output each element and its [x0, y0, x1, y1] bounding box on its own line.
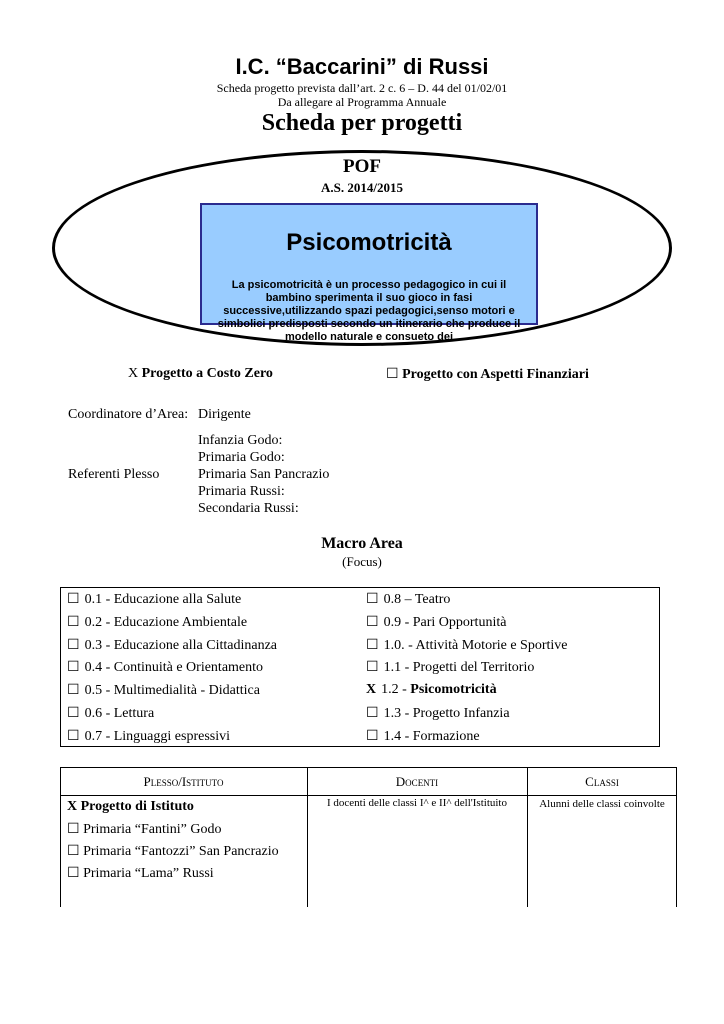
school-title: I.C. “Baccarini” di Russi	[235, 54, 489, 79]
macro-code: 0.1 -	[84, 592, 114, 607]
header-plesso: Plesso/Istituto	[143, 774, 224, 789]
macro-text: Educazione alla Cittadinanza	[113, 637, 277, 653]
plesso-text: Primaria “Lama” Russi	[83, 866, 214, 881]
checkbox-empty-icon: ☐	[386, 367, 399, 382]
cost-zero-option[interactable]	[128, 366, 273, 382]
referent-item: Infanzia Godo:	[198, 433, 283, 448]
docenti-cell: I docenti delle classi I^ e II^ dell'Istituito	[326, 797, 507, 809]
referent-item: Primaria San Pancrazio	[198, 467, 330, 482]
macro-text: Lettura	[113, 705, 155, 721]
macro-area-item[interactable]	[366, 614, 567, 637]
plesso-item[interactable]	[67, 865, 279, 887]
macro-text: Teatro	[414, 592, 451, 607]
macro-code: 0.4 -	[84, 660, 114, 676]
cost-zero-mark: X	[128, 366, 139, 381]
macro-area-item[interactable]	[366, 728, 567, 751]
macro-area-item[interactable]	[366, 591, 567, 614]
classi-cell: Alunni delle classi coinvolte	[539, 798, 665, 810]
macro-right-column	[366, 591, 567, 751]
macro-text: Linguaggi espressivi	[113, 728, 230, 744]
plesso-text: Progetto di Istituto	[80, 799, 194, 814]
referents-list	[198, 432, 329, 517]
macro-code: 0.7 -	[84, 728, 114, 744]
macro-code: 0.9 -	[383, 614, 413, 630]
plesso-cell	[67, 799, 279, 887]
checkbox-empty-icon: ☐	[366, 728, 379, 744]
macro-code: 0.2 -	[84, 614, 114, 630]
macro-area-item[interactable]	[67, 659, 277, 682]
macro-area-item[interactable]	[67, 591, 277, 614]
x-mark: X	[67, 799, 81, 814]
subtitle-attach: Da allegare al Programma Annuale	[277, 95, 447, 109]
coordinator-label: Coordinatore d’Area:	[68, 407, 189, 422]
plesso-table	[60, 767, 677, 907]
referent-item: Secondaria Russi:	[198, 501, 299, 516]
macro-area-item[interactable]	[67, 682, 277, 705]
header-classi: Classi	[585, 774, 619, 789]
macro-area-subtitle: (Focus)	[342, 554, 382, 569]
project-name: Psicomotricità	[286, 229, 452, 256]
cost-financial-label: Progetto con Aspetti Finanziari	[402, 367, 589, 382]
checkbox-empty-icon: ☐	[67, 614, 80, 630]
referents-label: Referenti Plesso	[68, 467, 160, 482]
referent-item: Primaria Russi:	[198, 484, 285, 499]
checkbox-empty-icon: ☐	[67, 728, 80, 744]
project-description: La psicomotricità è un processo pedagogico in cui il bambino sperimenta il suo gioco in fasi successive,utilizzando spazi pedagogici,senso motori e simbolici predisposti secondo un itinerario che produce il modello naturale e consueto dei	[217, 279, 521, 343]
macro-area-item[interactable]	[67, 728, 277, 751]
checkbox-empty-icon: ☐	[366, 592, 379, 607]
header-docenti: Docenti	[395, 774, 439, 789]
macro-area-item[interactable]	[366, 705, 567, 728]
macro-area-item[interactable]	[366, 637, 567, 660]
plesso-item[interactable]	[67, 843, 279, 865]
macro-code: 1.1 -	[383, 660, 413, 676]
macro-area-title: Macro Area	[321, 535, 403, 552]
macro-text: Educazione alla Salute	[113, 592, 242, 607]
macro-area-box	[60, 587, 660, 747]
macro-code: 0.6 -	[84, 705, 114, 721]
macro-area-item[interactable]	[67, 705, 277, 728]
macro-text: Progetti del Territorio	[412, 660, 535, 676]
macro-area-item[interactable]	[67, 637, 277, 660]
macro-code: 1.0. -	[383, 637, 416, 653]
macro-code: 0.5 -	[84, 683, 114, 699]
macro-code: 1.4 -	[383, 728, 413, 744]
x-mark: X	[366, 682, 377, 698]
checkbox-empty-icon: ☐	[67, 592, 80, 607]
macro-code: 0.8 –	[383, 592, 415, 607]
checkbox-empty-icon: ☐	[67, 660, 80, 676]
subtitle-reference: Scheda progetto prevista dall’art. 2 c. 6 – D. 44 del 01/02/01	[216, 81, 508, 95]
macro-text: Pari Opportunità	[412, 614, 507, 630]
checkbox-empty-icon: ☐	[67, 822, 84, 837]
macro-text: Psicomotricità	[410, 682, 497, 698]
plesso-item[interactable]	[67, 821, 279, 843]
cost-zero-label: Progetto a Costo Zero	[141, 366, 273, 381]
checkbox-empty-icon: ☐	[67, 683, 80, 699]
school-year: A.S. 2014/2015	[321, 180, 403, 195]
checkbox-empty-icon: ☐	[67, 705, 80, 721]
macro-code: 0.3 -	[84, 637, 114, 653]
macro-text: Progetto Infanzia	[412, 705, 510, 721]
macro-text: Educazione Ambientale	[113, 614, 248, 630]
coordinator-value: Dirigente	[198, 407, 251, 422]
checkbox-empty-icon: ☐	[366, 705, 379, 721]
plesso-text: Primaria “Fantini” Godo	[83, 822, 222, 837]
cost-financial-option[interactable]	[386, 366, 589, 383]
pof-label: POF	[343, 156, 381, 177]
checkbox-empty-icon: ☐	[366, 614, 379, 630]
checkbox-empty-icon: ☐	[67, 844, 84, 859]
macro-code: 1.2 -	[381, 682, 411, 698]
project-box	[200, 203, 538, 343]
checkbox-empty-icon: ☐	[67, 866, 84, 881]
checkbox-empty-icon: ☐	[67, 637, 80, 653]
checkbox-empty-icon: ☐	[366, 637, 379, 653]
macro-text: Multimedialità - Didattica	[113, 683, 260, 699]
macro-text: Continuità e Orientamento	[113, 660, 264, 676]
macro-area-item[interactable]	[366, 659, 567, 682]
macro-code: 1.3 -	[383, 705, 413, 721]
macro-area-item[interactable]	[366, 682, 567, 705]
macro-left-column	[67, 591, 277, 751]
plesso-text: Primaria “Fantozzi” San Pancrazio	[83, 844, 279, 859]
checkbox-empty-icon: ☐	[366, 660, 379, 676]
referent-item: Primaria Godo:	[198, 450, 285, 465]
macro-area-item[interactable]	[67, 614, 277, 637]
plesso-item[interactable]	[67, 799, 279, 821]
macro-text: Formazione	[412, 728, 480, 744]
macro-text: Attività Motorie e Sportive	[415, 637, 568, 653]
document-title: Scheda per progetti	[261, 110, 463, 136]
